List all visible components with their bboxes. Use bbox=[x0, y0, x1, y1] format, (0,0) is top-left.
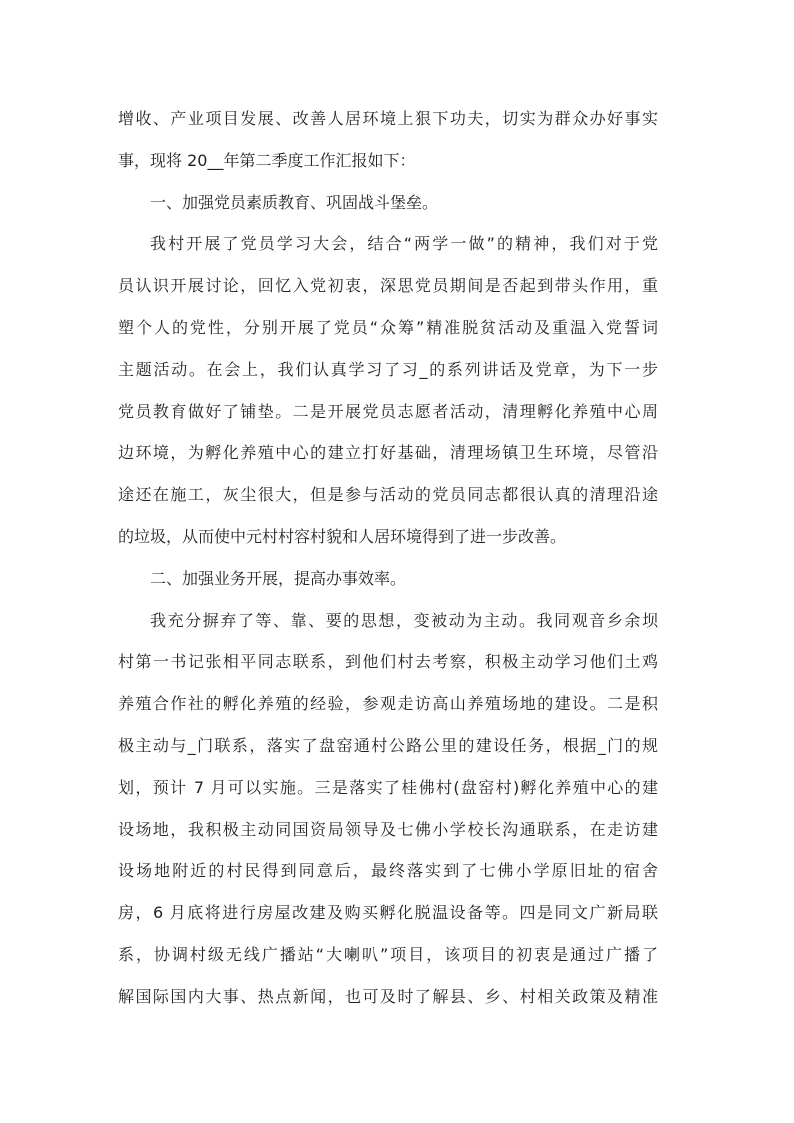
text-line: 养殖合作社的孵化养殖的经验，参观走访高山养殖场地的建设。二是积 bbox=[118, 694, 658, 714]
text-line: 的垃圾，从而使中元村村容村貌和人居环境得到了进一步改善。 bbox=[118, 526, 567, 546]
text-line: 途还在施工，灰尘很大，但是参与活动的党员同志都很认真的清理沿途 bbox=[118, 485, 658, 505]
text-line: 划，预计 7 月可以实施。三是落实了桂佛村(盘窑村)孵化养殖中心的建 bbox=[118, 777, 658, 797]
text-line: 我充分摒弃了等、靠、要的思想，变被动为主动。我同观音乡余坝 bbox=[150, 610, 658, 630]
text-line: 设场地，我积极主动同国资局领导及七佛小学校长沟通联系，在走访建 bbox=[118, 819, 658, 839]
text-line: 事，现将 20__年第二季度工作汇报如下： bbox=[118, 150, 416, 170]
text-line: 我村开展了党员学习大会，结合“两学一做”的精神，我们对于党 bbox=[150, 234, 658, 254]
text-line: 系，协调村级无线广播站“大喇叭”项目，该项目的初衷是通过广播了 bbox=[118, 944, 658, 964]
text-line: 极主动与_门联系，落实了盘窑通村公路公里的建设任务，根据_门的规 bbox=[118, 735, 658, 755]
document-body bbox=[118, 98, 658, 1018]
text-line: 房，6 月底将进行房屋改建及购买孵化脱温设备等。四是同文广新局联 bbox=[118, 903, 658, 923]
text-line: 边环境，为孵化养殖中心的建立打好基础，清理场镇卫生环境，尽管沿 bbox=[118, 443, 658, 463]
text-line: 主题活动。在会上，我们认真学习了习_的系列讲话及党章，为下一步 bbox=[118, 359, 658, 379]
text-line: 设场地附近的村民得到同意后，最终落实到了七佛小学原旧址的宿舍 bbox=[118, 861, 658, 881]
text-line: 员认识开展讨论，回忆入党初衷，深思党员期间是否起到带头作用，重 bbox=[118, 276, 658, 296]
section-heading: 二、加强业务开展，提高办事效率。 bbox=[150, 568, 407, 588]
section-heading: 一、加强党员素质教育、巩固战斗堡垒。 bbox=[150, 192, 439, 212]
text-line: 塑个人的党性，分别开展了党员“众筹”精准脱贫活动及重温入党誓词 bbox=[118, 317, 658, 337]
text-line: 解国际国内大事、热点新闻，也可及时了解县、乡、村相关政策及精准 bbox=[118, 986, 658, 1006]
text-line: 村第一书记张相平同志联系，到他们村去考察，积极主动学习他们土鸡 bbox=[118, 652, 658, 672]
text-line: 党员教育做好了铺垫。二是开展党员志愿者活动，清理孵化养殖中心周 bbox=[118, 401, 658, 421]
text-line: 增收、产业项目发展、改善人居环境上狠下功夫，切实为群众办好事实 bbox=[118, 109, 658, 128]
